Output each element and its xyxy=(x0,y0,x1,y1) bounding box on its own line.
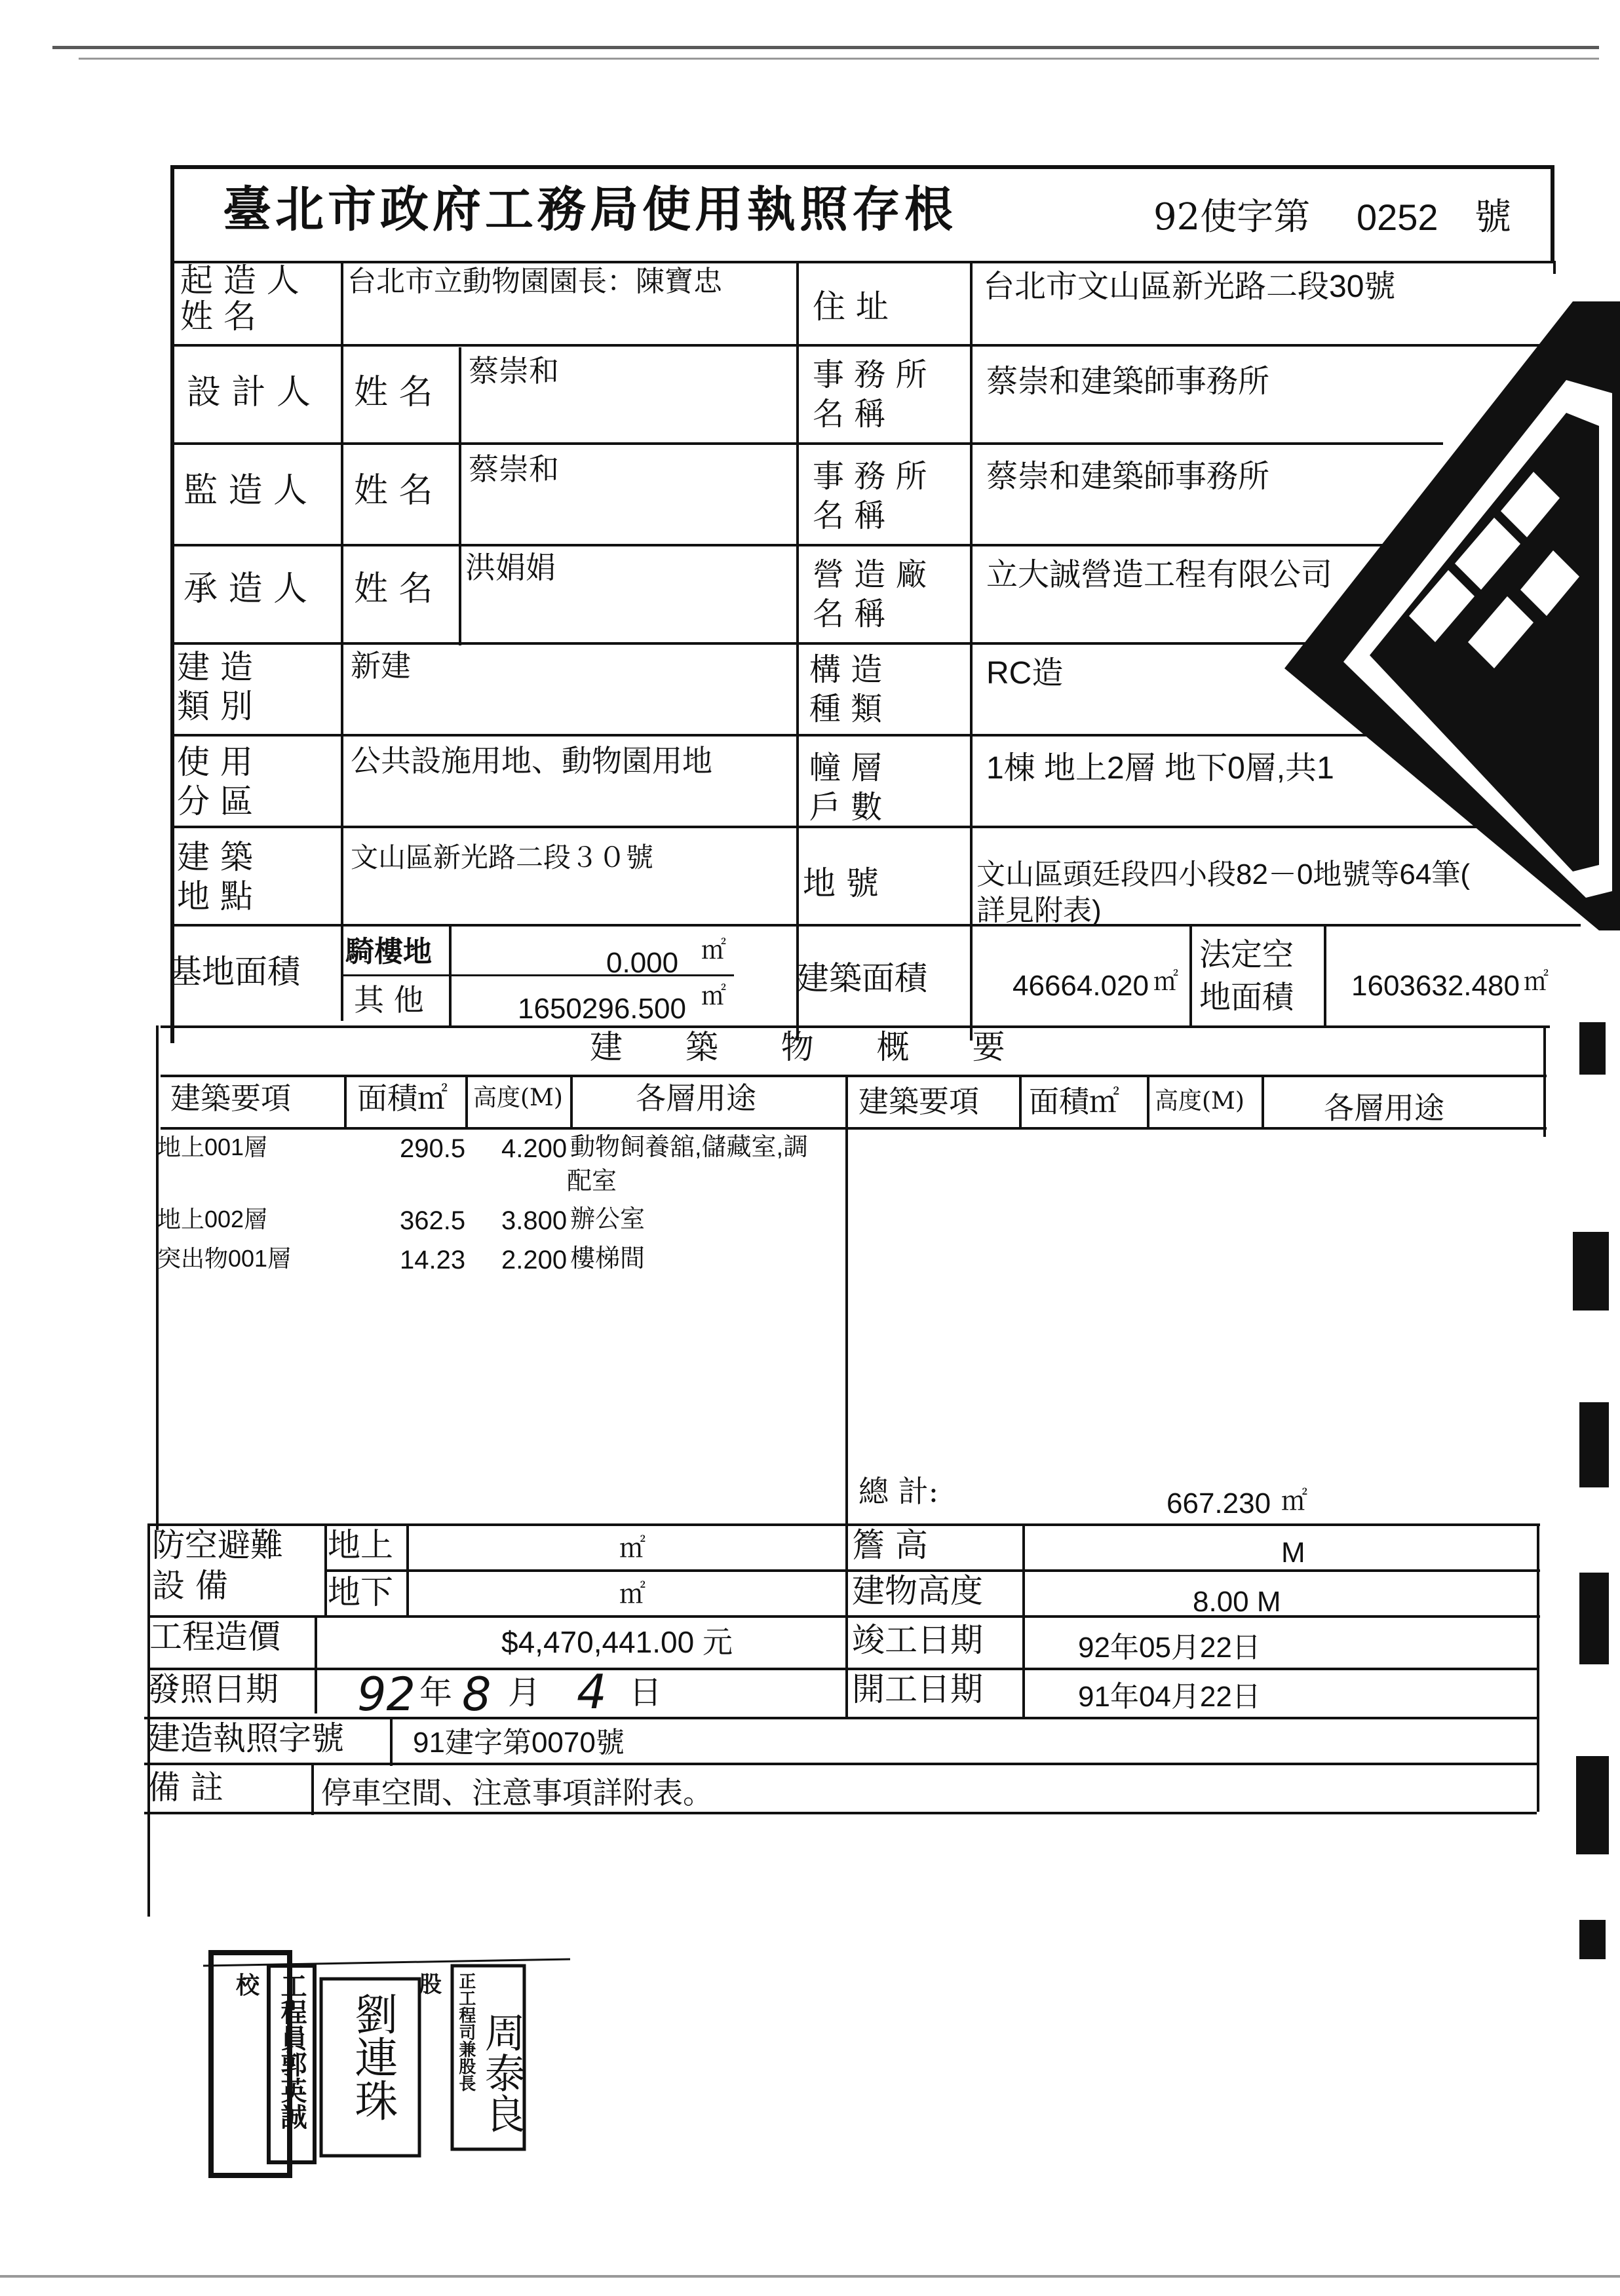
applicant-label-1: 起 造 人 xyxy=(180,261,299,299)
designer-office: 蔡崇和建築師事務所 xyxy=(986,364,1270,399)
row2-use: 辦公室 xyxy=(570,1206,646,1233)
construction-type-label-2: 類 別 xyxy=(177,687,253,725)
completion-value: 92年05月22日 xyxy=(1078,1632,1261,1664)
row3-height: 2.200 xyxy=(501,1246,568,1274)
col-header-height-2: 高度(M) xyxy=(1155,1088,1244,1115)
row3-area: 14.23 xyxy=(400,1246,466,1274)
supervisor-name-label: 姓 名 xyxy=(354,471,433,510)
location-value: 文山區新光路二段３０號 xyxy=(351,842,654,873)
official-seal xyxy=(1258,249,1620,1003)
cost-label: 工程造價 xyxy=(149,1618,280,1656)
lot-value-1: 文山區頭廷段四小段82－0地號等64筆( xyxy=(976,858,1471,890)
stamp-engineer: 工程員郭英誠 xyxy=(277,1972,307,2130)
issue-day-unit: 日 xyxy=(629,1674,662,1712)
col-header-use-1: 各層用途 xyxy=(636,1081,756,1116)
issue-month: 8 xyxy=(462,1668,492,1721)
contractor-label: 承 造 人 xyxy=(183,569,308,609)
start-date-label: 開工日期 xyxy=(852,1670,983,1708)
row1-area: 290.5 xyxy=(400,1134,466,1163)
contractor-name: 洪娟娟 xyxy=(465,550,556,584)
total-unit: ㎡ xyxy=(1281,1487,1307,1516)
other-unit: ㎡ xyxy=(701,983,727,1010)
location-label-2: 地 點 xyxy=(177,877,253,915)
issue-month-unit: 月 xyxy=(508,1674,541,1712)
issue-day: 4 xyxy=(577,1664,607,1719)
applicant-name: 台北市立動物園園長：陳寶忠 xyxy=(347,265,722,297)
start-date-value: 91年04月22日 xyxy=(1078,1681,1261,1713)
stamp-reviewer: 劉連珠 xyxy=(347,1992,398,2122)
completion-label: 竣工日期 xyxy=(852,1621,983,1659)
row2-height: 3.800 xyxy=(501,1206,568,1235)
permit-number: 0252 xyxy=(1357,197,1438,238)
eaves-label: 簷 高 xyxy=(852,1526,928,1564)
col-header-use-2: 各層用途 xyxy=(1324,1090,1444,1126)
structure-label-1: 構 造 xyxy=(809,651,883,688)
shelter-above-unit: ㎡ xyxy=(619,1534,646,1563)
open-space-unit: ㎡ xyxy=(1524,968,1549,996)
approval-stamp-block xyxy=(203,1940,570,2189)
contractor-firm: 立大誠營造工程有限公司 xyxy=(986,558,1333,592)
form-title: 臺北市政府工務局使用執照存根 xyxy=(223,182,957,238)
building-height-label: 建物高度 xyxy=(852,1572,983,1610)
col-header-item-1: 建築要項 xyxy=(170,1081,291,1116)
scan-top-edge xyxy=(52,39,1612,68)
building-area-label: 建築面積 xyxy=(796,959,927,997)
remarks-label: 備 註 xyxy=(147,1769,223,1807)
supervisor-office-label-1: 事 務 所 xyxy=(813,458,927,495)
total-value: 667.230 xyxy=(1167,1487,1271,1520)
lot-label: 地 號 xyxy=(803,864,879,902)
other-value: 1650296.500 xyxy=(518,993,686,1025)
col-header-area-1: 面積㎡ xyxy=(357,1081,448,1116)
other-label: 其 他 xyxy=(354,982,424,1018)
issue-year: 92 xyxy=(357,1668,416,1721)
row3-use: 樓梯間 xyxy=(570,1245,646,1272)
scan-bottom-edge xyxy=(0,2275,1620,2278)
shelter-below-label: 地下 xyxy=(328,1573,393,1611)
edge-marks-svg xyxy=(1566,983,1619,1966)
open-space-value: 1603632.480 xyxy=(1351,970,1520,1002)
seal-svg xyxy=(1258,249,1620,1003)
col-header-area-2: 面積㎡ xyxy=(1029,1084,1119,1119)
units-label-2: 戶 數 xyxy=(809,789,883,826)
designer-name: 蔡崇和 xyxy=(469,354,559,388)
arcade-label: 騎樓地 xyxy=(345,935,432,968)
remarks-value: 停車空間、注意事項詳附表。 xyxy=(321,1776,713,1810)
arcade-unit: ㎡ xyxy=(701,937,727,965)
structure-value: RC造 xyxy=(986,656,1064,691)
shelter-label-2: 設 備 xyxy=(152,1567,228,1605)
total-label: 總 計: xyxy=(858,1474,939,1509)
structure-label-2: 種 類 xyxy=(809,691,883,727)
issue-date-label: 發照日期 xyxy=(147,1670,279,1708)
shelter-below-unit: ㎡ xyxy=(619,1580,646,1609)
eaves-unit: M xyxy=(1281,1537,1305,1569)
location-label-1: 建 築 xyxy=(177,838,253,876)
stamp-section-char: 股 xyxy=(419,1972,442,1998)
col-header-item-2: 建築要項 xyxy=(858,1084,979,1119)
address-value: 台北市文山區新光路二段30號 xyxy=(983,269,1396,304)
contractor-name-label: 姓 名 xyxy=(354,569,433,609)
construction-type-value: 新建 xyxy=(351,649,411,683)
contractor-firm-label-2: 名 稱 xyxy=(813,596,886,632)
stamp-check-char: 校 xyxy=(236,1972,260,1999)
row1-use-cont: 配室 xyxy=(567,1168,617,1195)
open-space-label-1: 法定空 xyxy=(1199,936,1294,973)
applicant-label-2: 姓 名 xyxy=(180,297,256,335)
zoning-value: 公共設施用地、動物園用地 xyxy=(351,744,712,778)
row2-item: 地上002層 xyxy=(157,1206,268,1233)
contractor-firm-label-1: 營 造 廠 xyxy=(813,556,927,593)
building-area-value: 46664.020 xyxy=(1013,970,1149,1002)
arcade-value: 0.000 xyxy=(606,947,679,979)
construction-type-label-1: 建 造 xyxy=(177,648,253,686)
row2-area: 362.5 xyxy=(400,1206,466,1235)
units-value: 1棟 地上2層 地下0層,共1 xyxy=(986,751,1334,786)
supervisor-name: 蔡崇和 xyxy=(469,452,559,486)
supervisor-office-label-2: 名 稱 xyxy=(813,497,886,534)
building-height-value: 8.00 M xyxy=(1193,1586,1281,1618)
lot-value-2: 詳見附表) xyxy=(976,894,1102,927)
supervisor-office: 蔡崇和建築師事務所 xyxy=(986,459,1270,494)
col-header-height-1: 高度(M) xyxy=(473,1084,563,1111)
permit-suffix: 號 xyxy=(1475,196,1511,239)
address-label: 住 址 xyxy=(813,288,889,326)
shelter-label-1: 防空避難 xyxy=(152,1526,283,1564)
designer-name-label: 姓 名 xyxy=(354,373,433,412)
row1-height: 4.200 xyxy=(501,1134,568,1163)
supervisor-label: 監 造 人 xyxy=(183,471,308,510)
designer-office-label-1: 事 務 所 xyxy=(813,356,927,393)
permit-prefix: 92使字第 xyxy=(1153,196,1311,239)
zoning-label-1: 使 用 xyxy=(177,743,253,781)
designer-label: 設 計 人 xyxy=(187,373,311,412)
building-permit-value: 91建字第0070號 xyxy=(413,1727,625,1759)
zoning-label-2: 分 區 xyxy=(177,782,253,820)
open-space-label-2: 地面積 xyxy=(1199,979,1294,1016)
stamp-chief-name: 周泰良 xyxy=(478,2012,526,2133)
site-area-label: 基地面積 xyxy=(169,953,300,991)
stamp-chief-title: 正工程司兼股長 xyxy=(455,1972,476,2092)
row1-use: 動物飼養舘,儲藏室,調 xyxy=(570,1134,809,1161)
row1-item: 地上001層 xyxy=(157,1134,268,1160)
summary-title: 建 築 物 概 要 xyxy=(590,1028,1032,1066)
building-permit-label: 建造執照字號 xyxy=(147,1719,344,1757)
units-label-1: 幢 層 xyxy=(809,750,883,786)
building-area-unit: ㎡ xyxy=(1153,968,1179,996)
adjacent-page-edge xyxy=(1566,983,1619,1966)
issue-year-unit: 年 xyxy=(419,1674,452,1712)
cost-value: $4,470,441.00 元 xyxy=(501,1625,733,1659)
row3-item: 突出物001層 xyxy=(157,1245,292,1272)
designer-office-label-2: 名 稱 xyxy=(813,396,886,432)
shelter-above-label: 地上 xyxy=(328,1526,393,1564)
